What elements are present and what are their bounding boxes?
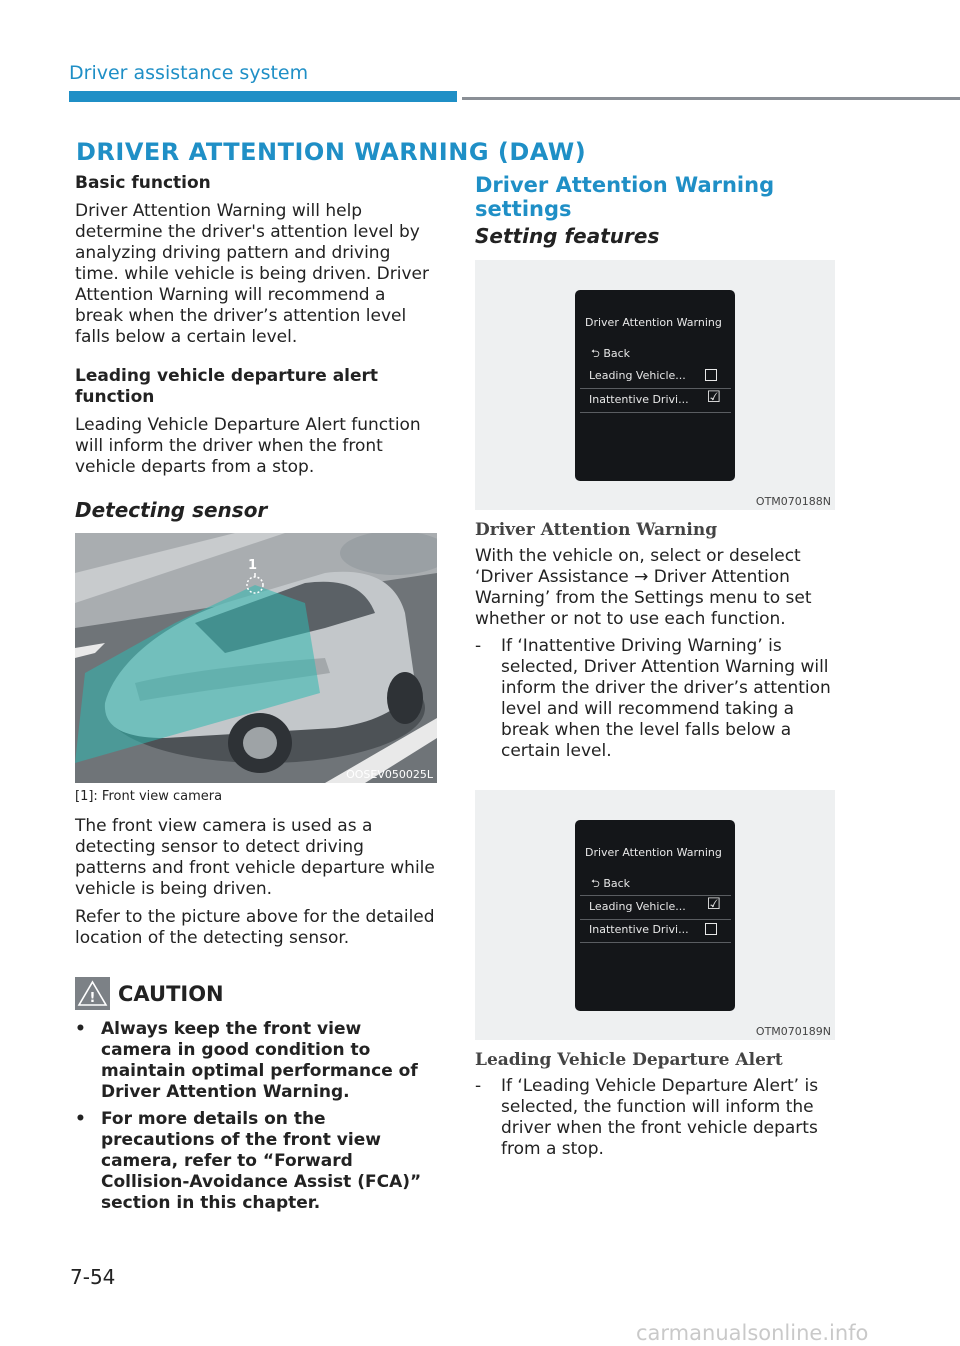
sensor-text: The front view camera is used as a detecting sensor to detect driving patterns and front vehicle departure while vehicle is being driven.: [75, 816, 435, 899]
cluster-screen: [575, 290, 735, 481]
basic-function-text: Driver Attention Warning will help determine the driver's attention level by analyzing driving pattern and driving time. while vehicle is being driven. Driver Attention Warning will recommend a break when the driver’s attention level falls below a certain level.: [75, 201, 429, 347]
page-number: 7-54: [70, 1265, 116, 1289]
caution-label: CAUTION: [118, 981, 224, 1006]
back-item: ⮌ Back: [591, 877, 631, 890]
detecting-sensor-heading: Detecting sensor: [75, 498, 268, 522]
unchecked-box-icon: [705, 369, 717, 381]
lvda-dash-item: - If ‘Leading Vehicle Departure Alert’ is selected, the function will inform the driver when the front vehicle departs from a stop.: [475, 1076, 819, 1159]
figure-code: OOSEV050025L: [346, 768, 433, 781]
settings-screen-figure-2: [475, 790, 835, 1040]
figure-code: OTM070188N: [755, 495, 831, 508]
back-icon: ⮌: [591, 877, 600, 890]
cluster-screen: [575, 820, 735, 1011]
watermark: carmanualsonline.info: [636, 1321, 869, 1345]
lvda-function-text: Leading Vehicle Departure Alert function will inform the driver when the front vehicle departs from a stop.: [75, 415, 421, 477]
screen-title: Driver Attention Warning: [585, 316, 722, 329]
checked-box-icon: ☑: [706, 387, 721, 406]
sensor-location-text: Refer to the picture above for the detailed location of the detecting sensor.: [75, 907, 435, 948]
section-title: DRIVER ATTENTION WARNING (DAW): [76, 138, 587, 166]
menu-row-inattentive: Inattentive Drivi... ☑: [580, 389, 731, 413]
running-header: Driver assistance system: [69, 62, 309, 84]
header-rule: [462, 97, 960, 100]
setting-features-heading: Setting features: [475, 224, 660, 248]
menu-row-inattentive: Inattentive Drivi...: [580, 919, 731, 943]
right-column: [475, 173, 837, 1160]
back-item: ⮌ Back: [591, 347, 631, 360]
daw-dash-item: - If ‘Inattentive Driving Warning’ is selected, Driver Attention Warning will inform the driver the driver’s attention level and will recommend taking a break when the level falls below a certain level.: [475, 636, 831, 761]
caution-item: • For more details on the precautions of the front view camera, refer to “Forward Collision-Avoidance Assist (FCA)” section in this chapter.: [75, 1109, 422, 1213]
svg-text:!: !: [89, 991, 96, 1006]
unchecked-box-icon: [705, 923, 717, 935]
figure-code: OTM070189N: [755, 1025, 831, 1038]
lvda-function-heading: Leading vehicle departure alert function: [75, 366, 379, 407]
car-camera-figure: [75, 533, 437, 783]
caution-item: • Always keep the front view camera in good condition to maintain optimal performance of Driver Attention Warning.: [75, 1019, 418, 1102]
daw-heading: Driver Attention Warning: [475, 520, 718, 540]
basic-function-heading: Basic function: [75, 173, 211, 193]
back-icon: ⮌: [591, 347, 600, 360]
menu-row-leading-vehicle: Leading Vehicle...: [580, 365, 731, 389]
settings-screen-figure-1: [475, 260, 835, 510]
warning-icon: [75, 977, 110, 1010]
figure-caption: [1]: Front view camera: [75, 789, 223, 804]
left-column: [75, 173, 437, 1214]
caution-list: [75, 1019, 437, 1214]
header-accent-bar: [69, 91, 457, 102]
lvda-heading: Leading Vehicle Departure Alert: [475, 1050, 783, 1070]
menu-row-leading-vehicle: Leading Vehicle... ☑: [580, 895, 731, 920]
daw-text: With the vehicle on, select or deselect ‘Driver Assistance → Driver Attention Warning’ from the Settings menu to set whether or not to use each function.: [475, 546, 812, 629]
settings-heading: Driver Attention Warning settings: [475, 173, 775, 221]
camera-marker-label: 1: [248, 558, 258, 573]
screen-title: Driver Attention Warning: [585, 846, 722, 859]
checked-box-icon: ☑: [706, 894, 721, 913]
caution-header: [75, 977, 437, 1010]
